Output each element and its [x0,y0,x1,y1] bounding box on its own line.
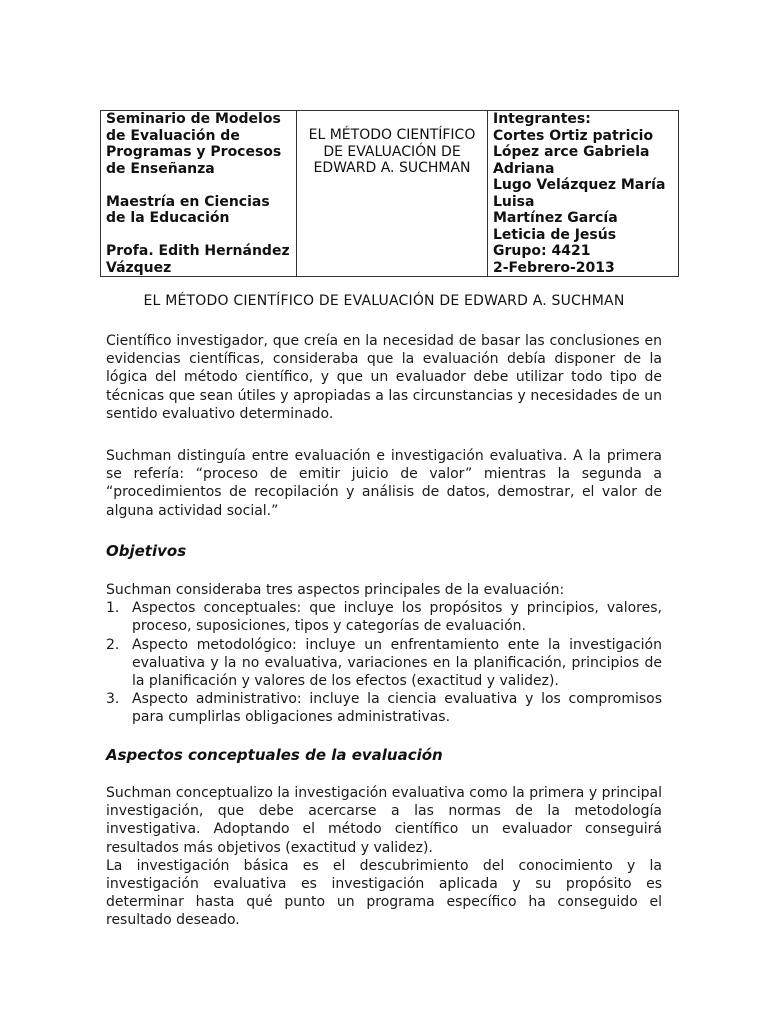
list-number: 2. [106,636,120,653]
list-number: 1. [106,600,120,617]
header-members [488,111,679,277]
paragraph-text: La investigación básica es el descubrimiento del conocimiento y la investigación evaluativa es investigación aplicada y su propósito es determinar hasta qué punto un programa específico ha conseguido el resultado deseado. [106,857,662,929]
list-item [106,599,662,635]
objectives-section [106,581,662,727]
course-name: Seminario de Modelos de Evaluación de Programas y Procesos de Enseñanza [106,111,282,177]
document-title: EL MÉTODO CIENTÍFICO DE EVALUACIÓN DE EDWARD A. SUCHMAN [143,293,625,309]
professor-name: Profa. Edith Hernández Vázquez [106,243,290,276]
member-name: Cortes Ortiz patricio [493,127,654,144]
member-name: Lugo Velázquez María Luisa [493,177,666,210]
member-name: López arce Gabriela Adriana [493,144,650,177]
paragraph-text: Suchman distinguía entre evaluación e investigación evaluativa. A la primera se refería: “proceso de emitir juicio de valor” mientras la segunda a “procedimientos de recopilación y análisis de datos, demostrar, el valor de alguna actividad social.” [106,448,662,519]
header-course-info [101,111,297,277]
objectives-intro: Suchman consideraba tres aspectos principales de la evaluación: [106,582,565,598]
document-date: 2-Febrero-2013 [493,259,615,276]
conceptual-section [106,784,662,930]
header-topic [297,111,488,277]
program-name: Maestría en Ciencias de la Educación [106,193,270,226]
objectives-heading: Objetivos [106,542,187,560]
list-item [106,690,662,726]
topic-title: EL MÉTODO CIENTÍFICO DE EVALUACIÓN DE EDWARD A. SUCHMAN [308,127,476,176]
member-name: Martínez García Leticia de Jesús [493,210,618,243]
list-item [106,636,662,691]
intro-paragraph-2 [106,447,662,520]
objectives-list [106,599,662,726]
members-label: Integrantes: [493,111,591,127]
list-text: Aspectos conceptuales: que incluye los propósitos y principios, valores, proceso, suposiciones, tipos y categorías de evaluación. [132,600,662,635]
paragraph-text: Científico investigador, que creía en la necesidad de basar las conclusiones en evidencias científicas, consideraba que la evaluación debía disponer de la lógica del método científico, y que un evaluador debe utilizar todo tipo de técnicas que sean útiles y apropiadas a las circunstancias y necesidades de un sentido evaluativo determinado. [106,333,662,422]
intro-paragraph-1 [106,332,662,423]
paragraph-text: Suchman conceptualizo la investigación evaluativa como la primera y principal investigación, que debe acercarse a las normas de la metodología investigativa. Adoptando el método científico un evaluador conseguirá resultados más objetivos (exactitud y validez). [106,785,662,856]
list-text: Aspecto administrativo: incluye la ciencia evaluativa y los compromisos para cumplirlas obligaciones administrativas. [132,691,662,726]
list-text: Aspecto metodológico: incluye un enfrentamiento ente la investigación evaluativa y la no evaluativa, variaciones en la planificación, principios de la planificación y valores de los efectos (exactitud y validez). [132,636,662,690]
group-number: Grupo: 4421 [493,243,591,259]
header-table [100,110,679,277]
conceptual-heading: Aspectos conceptuales de la evaluación [106,746,443,764]
list-number: 3. [106,691,120,708]
